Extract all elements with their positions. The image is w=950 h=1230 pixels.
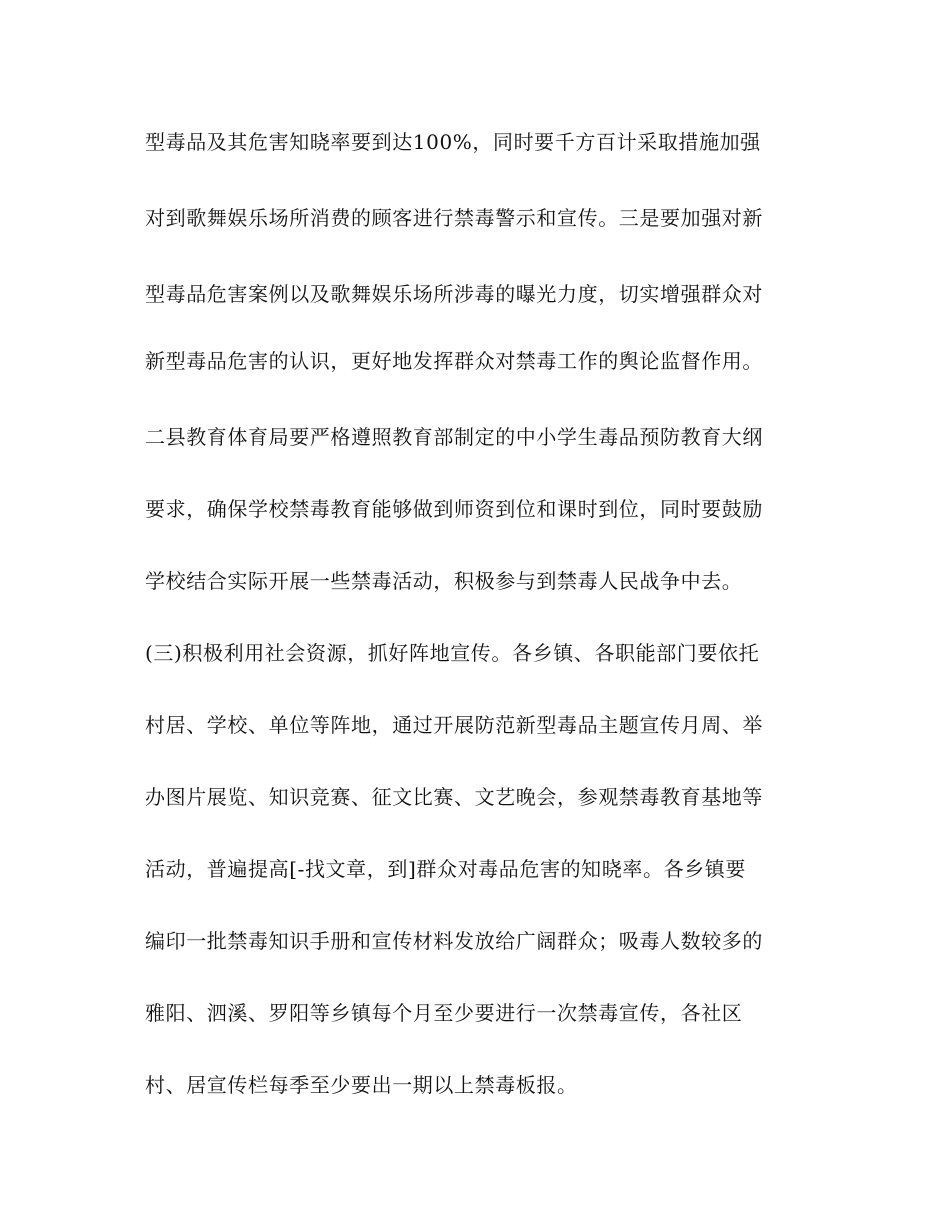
paragraph-line: 村居、学校、单位等阵地，通过开展防范新型毒品主题宣传月周、举 xyxy=(145,713,763,737)
paragraph-line: 办图片展览、知识竞赛、征文比赛、文艺晚会，参观禁毒教育基地等 xyxy=(145,785,763,809)
paragraph-line: 学校结合实际开展一些禁毒活动，积极参与到禁毒人民战争中去。 xyxy=(145,569,743,593)
paragraph-line: 雅阳、泗溪、罗阳等乡镇每个月至少要进行一次禁毒宣传，各社区 xyxy=(145,1001,743,1025)
paragraph-line: 新型毒品危害的认识，更好地发挥群众对禁毒工作的舆论监督作用。 xyxy=(145,349,763,373)
paragraph-line: 要求，确保学校禁毒教育能够做到师资到位和课时到位，同时要鼓励 xyxy=(145,497,763,521)
paragraph-line: 编印一批禁毒知识手册和宣传材料发放给广阔群众；吸毒人数较多的 xyxy=(145,929,763,953)
paragraph-line: 二县教育体育局要严格遵照教育部制定的中小学生毒品预防教育大纲 xyxy=(145,425,763,449)
paragraph-line: 型毒品及其危害知晓率要到达100%，同时要千方百计采取措施加强 xyxy=(145,130,761,154)
section-heading-line: (三)积极利用社会资源，抓好阵地宣传。各乡镇、各职能部门要依托 xyxy=(145,641,760,665)
paragraph-line: 型毒品危害案例以及歌舞娱乐场所涉毒的曝光力度，切实增强群众对 xyxy=(145,282,763,306)
paragraph-line: 村、居宣传栏每季至少要出一期以上禁毒板报。 xyxy=(145,1073,578,1097)
paragraph-line: 活动，普遍提高[-找文章，到]群众对毒品危害的知晓率。各乡镇要 xyxy=(145,857,746,881)
paragraph-line: 对到歌舞娱乐场所消费的顾客进行禁毒警示和宣传。三是要加强对新 xyxy=(145,206,763,230)
